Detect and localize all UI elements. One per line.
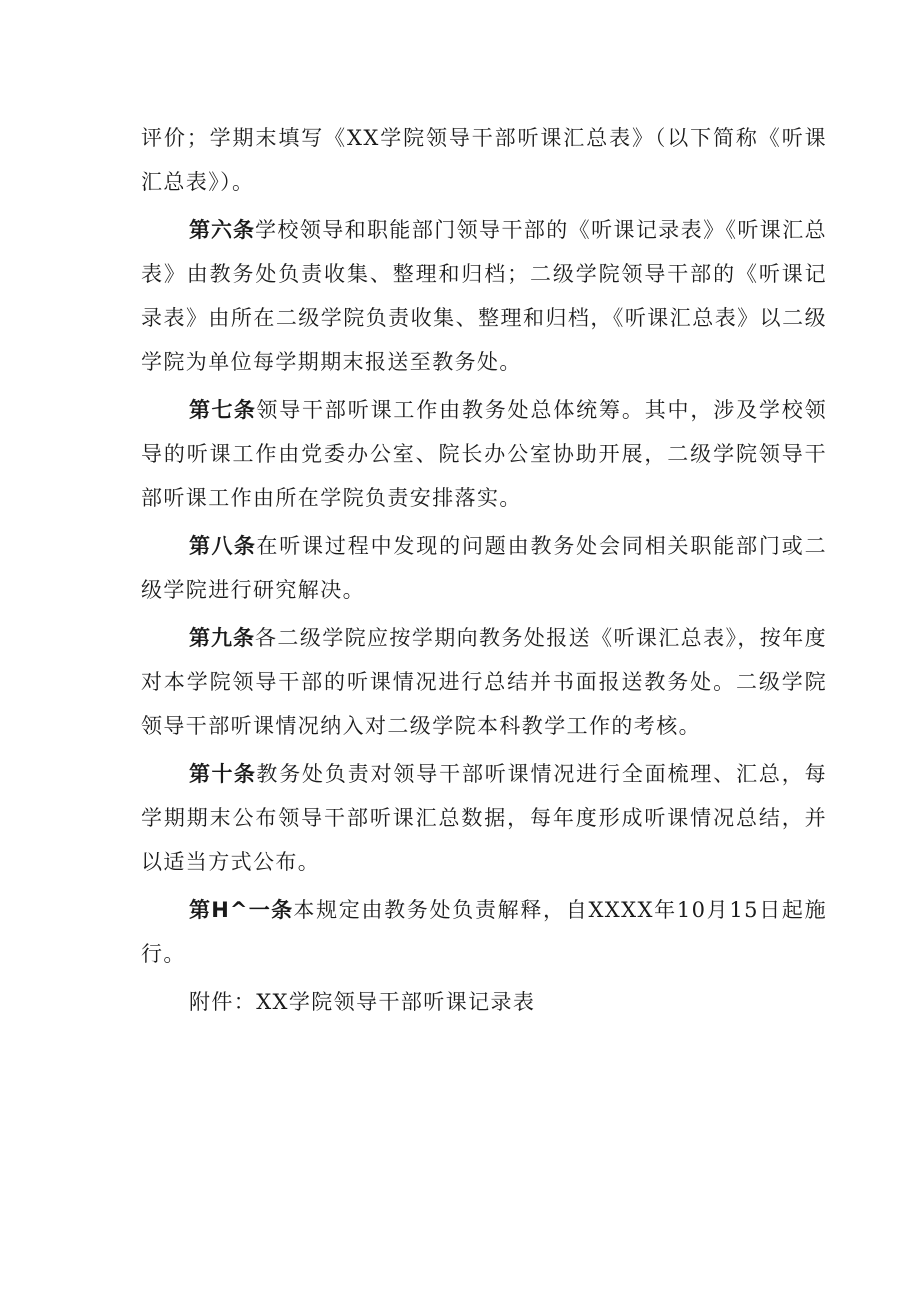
paragraph-text: 领导干部听课工作由教务处总体统筹。其中，涉及学校领导的听课工作由党委办公室、院长办公室协助开展，二级学院领导干部听课工作由所在学院负责安排落实。: [141, 398, 828, 510]
document-page: [141, 116, 827, 1028]
attachment-line: [141, 980, 827, 1024]
article-9: [141, 616, 827, 748]
article-label: 第九条: [189, 626, 256, 650]
paragraph-text: 各二级学院应按学期向教务处报送《听课汇总表》，按年度对本学院领导干部的听课情况进行总结并书面报送教务处。二级学院领导干部听课情况纳入对二级学院本科教学工作的考核。: [141, 626, 827, 738]
paragraph-text: 本规定由教务处负责解释，自XXXX年10月15日起施行。: [141, 898, 827, 966]
paragraph-text: 评价；学期末填写《XX学院领导干部听课汇总表》（以下简称《听课汇总表》）。: [141, 126, 827, 194]
paragraph-text: 教务处负责对领导干部听课情况进行全面梳理、汇总，每学期期末公布领导干部听课汇总数据，每年度形成听课情况总结，并以适当方式公布。: [141, 762, 828, 874]
article-label: 第十条: [189, 762, 257, 786]
article-label: 第八条: [189, 534, 257, 558]
article-7: [141, 388, 827, 520]
paragraph-continuation: [141, 116, 827, 204]
paragraph-text: 附件：XX学院领导干部听课记录表: [189, 990, 536, 1014]
article-10: [141, 752, 827, 884]
article-label: 第H^一条: [189, 898, 294, 922]
article-label: 第七条: [189, 398, 257, 422]
article-label: 第六条: [189, 218, 256, 242]
paragraph-text: 在听课过程中发现的问题由教务处会同相关职能部门或二级学院进行研究解决。: [141, 534, 828, 602]
article-11: [141, 888, 827, 976]
article-8: [141, 524, 827, 612]
paragraph-text: 学校领导和职能部门领导干部的《听课记录表》《听课汇总表》由教务处负责收集、整理和归档；二级学院领导干部的《听课记录表》由所在二级学院负责收集、整理和归档，《听课汇总表》以二级学院为单位每学期期末报送至教务处。: [141, 218, 827, 374]
article-6: [141, 208, 827, 384]
